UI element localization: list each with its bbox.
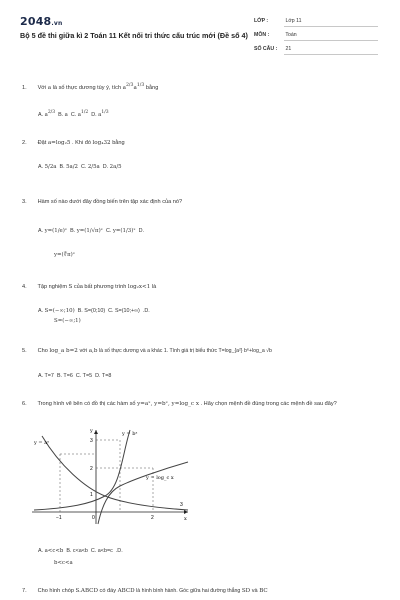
label-y-log: y = log_c x <box>146 475 174 481</box>
q6-options <box>38 548 123 554</box>
q5-option-b[interactable]: B. T=6 <box>56 373 73 379</box>
question-7: 7. Cho hình chóp S.ABCD có đáy ABCD là hình bình hành. Góc giữa hai đường thẳng SD và BC <box>22 588 268 594</box>
tick-minus-1: −1 <box>56 515 62 521</box>
question-1: 1. Với a là số thực dương tùy ý, tích $a^{2/3}a^{1/3}$ bằng <box>22 83 159 91</box>
q2-options <box>38 164 122 170</box>
header <box>0 0 400 62</box>
q1-option-d[interactable]: D. $a^{1/3}$ <box>91 110 109 118</box>
q6-option-b[interactable]: B. c<a<b <box>66 548 88 554</box>
divider <box>284 40 378 41</box>
q2-option-d[interactable]: D. 2a/5 <box>102 164 122 170</box>
tick-x-2: 2 <box>151 515 154 521</box>
site-logo[interactable]: 2048.vn <box>20 15 63 28</box>
q1-option-b[interactable]: B. a <box>58 111 68 118</box>
question-6: 6. Trong hình vẽ bên có đồ thị các hàm số y=aˣ, y=bˣ, y=log_c x . Hãy chọn mệnh đề đúng trong các mệnh đề sau đây? <box>22 401 337 407</box>
y-axis-arrow <box>94 430 98 434</box>
question-5: 5. Cho log_a b=2 với a,b là số thực dương và a khác 1. Tính giá trị biểu thức T=log_{a²} b⁶+log_a √b <box>22 348 272 354</box>
label-y-ax: y = aˣ <box>34 440 50 446</box>
tick-0: 0 <box>92 515 95 521</box>
q4-option-a[interactable]: A. S=(−∞;10) <box>38 308 75 314</box>
meta-class: LỚP : Lớp 11 <box>254 18 301 24</box>
q4-options <box>38 308 150 314</box>
q3-options <box>38 228 144 234</box>
q2-option-c[interactable]: C. 2/5a <box>80 164 100 170</box>
label-x-axis: x <box>184 516 187 522</box>
q1-option-c[interactable]: C. $a^{1/2}$ <box>70 110 89 118</box>
q4-option-d[interactable]: .D. <box>142 308 150 314</box>
q3-option-a[interactable]: A. y=(1/e)ˣ <box>38 228 68 234</box>
x-axis-arrow <box>184 510 188 514</box>
tick-3: 3 <box>90 438 93 444</box>
q2-option-b[interactable]: B. 5a/2 <box>59 164 78 170</box>
q2-option-a[interactable]: A. 5/2a <box>38 164 57 170</box>
q1-option-a[interactable]: A. $a^{2/3}$ <box>38 110 56 118</box>
q4-option-a-extra: S=(−∞;1) <box>54 318 81 324</box>
q4-option-c[interactable]: C. S=(10;+∞) <box>108 308 140 314</box>
divider <box>284 54 378 55</box>
question-2: 2. Đặt a=log₂5 . Khi đó log₄32 bằng <box>22 140 125 146</box>
q5-option-c[interactable]: C. T=5 <box>75 373 93 379</box>
q5-option-a[interactable]: A. T=7 <box>38 373 54 379</box>
q6-option-d[interactable]: .D. <box>115 548 123 554</box>
curve-a-x <box>42 436 188 510</box>
q1-options <box>38 110 109 118</box>
meta-subject: MÔN : Toán <box>254 32 297 38</box>
question-3: 3. Hàm số nào dưới đây đồng biến trên tập xác định của nó? <box>22 199 183 205</box>
tick-1: 1 <box>90 492 93 498</box>
q3-option-d[interactable]: D. <box>138 228 145 234</box>
question-4: 4. Tập nghiệm S của bất phương trình log₂x<1 là <box>22 284 157 290</box>
q6-option-a[interactable]: A. a<c<b <box>38 548 64 554</box>
q6-option-a-extra: b<c<a <box>54 560 73 566</box>
curve-log <box>98 462 188 524</box>
page-title: Bộ 5 đề thi giữa kì 2 Toán 11 Kết nối tri thức cấu trúc mới (Đề số 4) <box>20 31 248 40</box>
q6-option-c[interactable]: C. a<b=c <box>90 548 113 554</box>
meta-count: SỐ CÂU : 21 <box>254 46 291 52</box>
q3-option-b[interactable]: B. y=(1/√π)ˣ <box>70 228 103 234</box>
q5-option-d[interactable]: D. T=8 <box>95 373 112 379</box>
q4-option-b[interactable]: B. S=(0;10) <box>77 308 106 314</box>
divider <box>284 26 378 27</box>
q3-option-c[interactable]: C. y=(1/3)ˣ <box>105 228 136 234</box>
label-y-axis: y <box>90 428 93 434</box>
function-graph <box>30 426 190 526</box>
q5-options <box>38 373 111 379</box>
tick-2: 2 <box>90 466 93 472</box>
label-y-bx: y = bˣ <box>122 431 138 437</box>
q3-option-a-extra: y=(∜π)ˣ <box>54 252 76 258</box>
tick-x-3: 3 <box>180 502 183 508</box>
